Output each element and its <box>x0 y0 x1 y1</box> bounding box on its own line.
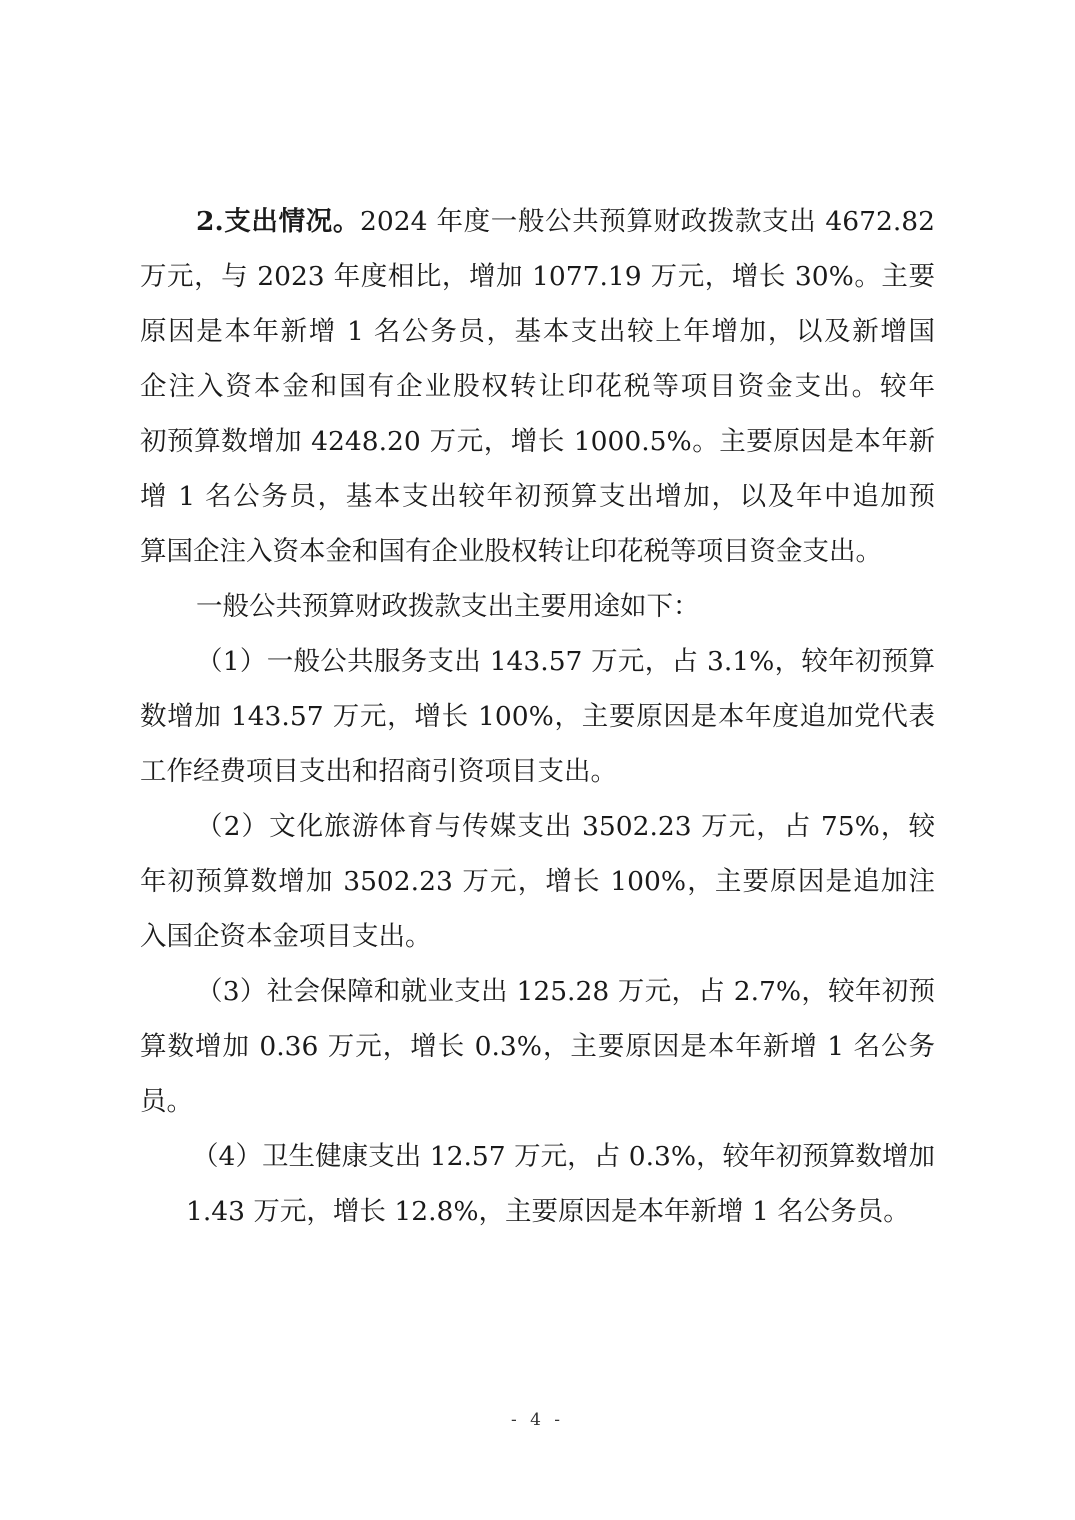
paragraph-5-line-3: 员。 <box>140 1086 193 1117</box>
page-number: - 4 - <box>510 1410 565 1430</box>
paragraph-6-line-1: （4）卫生健康支出 12.57 万元，占 0.3%，较年初预算数增加 <box>192 1141 935 1172</box>
paragraph-3-line-2: 数增加 143.57 万元，增长 100%，主要原因是本年度追加党代表 <box>140 701 935 732</box>
paragraph-1-line-3: 原因是本年新增 1 名公务员，基本支出较上年增加，以及新增国 <box>140 316 935 347</box>
paragraph-3-line-1: （1）一般公共服务支出 143.57 万元，占 3.1%，较年初预算 <box>196 646 935 677</box>
paragraph-1-line-2: 万元，与 2023 年度相比，增加 1077.19 万元，增长 30%。主要 <box>140 261 935 292</box>
paragraph-1-line-4: 企注入资本金和国有企业股权转让印花税等项目资金支出。较年 <box>140 371 935 402</box>
paragraph-6-line-2: 1.43 万元，增长 12.8%，主要原因是本年新增 1 名公务员。 <box>186 1196 910 1227</box>
paragraph-5-line-2: 算数增加 0.36 万元，增长 0.3%，主要原因是本年新增 1 名公务 <box>140 1031 935 1062</box>
paragraph-1-line-6: 增 1 名公务员，基本支出较年初预算支出增加，以及年中追加预 <box>140 481 935 512</box>
paragraph-5-line-1: （3）社会保障和就业支出 125.28 万元，占 2.7%，较年初预 <box>196 976 935 1007</box>
paragraph-1-line-7: 算国企注入资本金和国有企业股权转让印花税等项目资金支出。 <box>140 536 882 567</box>
paragraph-2-line-1: 一般公共预算财政拨款支出主要用途如下： <box>196 591 700 622</box>
paragraph-4-line-1: （2）文化旅游体育与传媒支出 3502.23 万元，占 75%，较 <box>196 811 935 842</box>
paragraph-1-line-5: 初预算数增加 4248.20 万元，增长 1000.5%。主要原因是本年新 <box>140 426 935 457</box>
paragraph-1-line-1-text: 2024 年度一般公共预算财政拨款支出 4672.82 <box>359 206 936 237</box>
paragraph-4-line-3: 入国企资本金项目支出。 <box>140 921 432 952</box>
paragraph-1-line-1 <box>196 202 935 242</box>
paragraph-3-line-3: 工作经费项目支出和招商引资项目支出。 <box>140 756 617 787</box>
paragraph-4-line-2: 年初预算数增加 3502.23 万元，增长 100%，主要原因是追加注 <box>140 866 935 897</box>
section-heading: 2.支出情况。 <box>196 206 360 237</box>
